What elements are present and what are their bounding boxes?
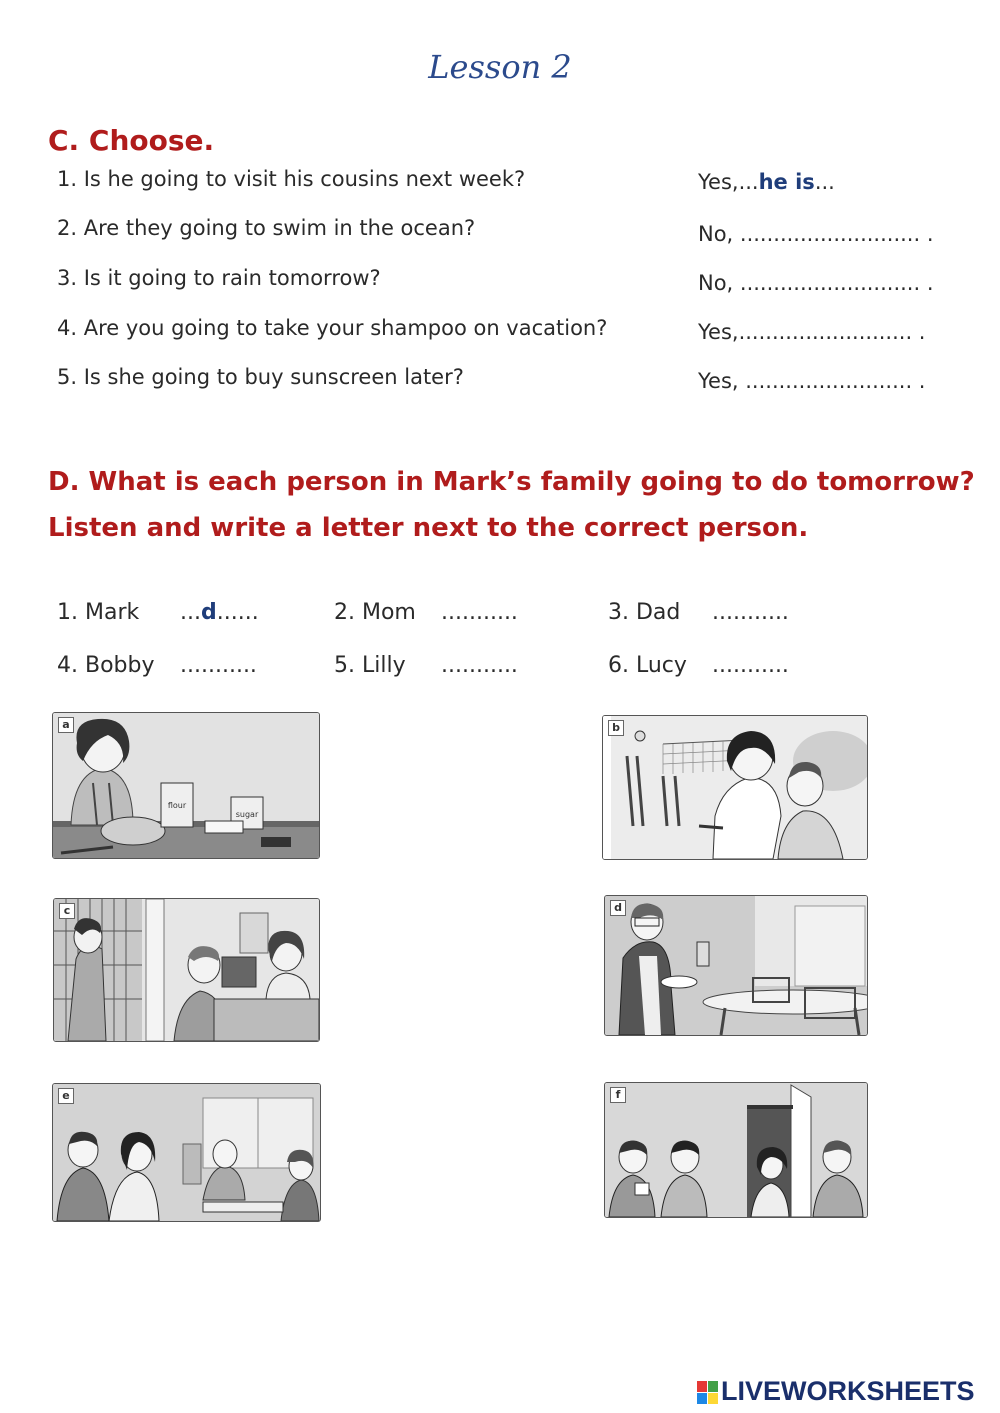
person-answer-blank[interactable]: ........... — [441, 653, 518, 678]
question-3: 3. Is it going to rain tomorrow? — [57, 266, 381, 290]
answer-1-filled: he is — [758, 170, 815, 194]
person-label: 1. Mark — [57, 600, 140, 625]
package-label: flour — [167, 801, 187, 810]
question-4: 4. Are you going to take your shampoo on vacation? — [57, 316, 608, 340]
person-answer-blank[interactable]: ........... — [441, 600, 518, 625]
filled-letter: d — [200, 600, 217, 625]
person-lilly — [334, 653, 518, 678]
blank-dots: ...... — [216, 600, 259, 625]
answer-4[interactable]: Yes,.......................... . — [698, 320, 926, 344]
page-title: Lesson 2 — [428, 48, 572, 86]
section-c-heading: C. Choose. — [48, 124, 215, 157]
breakfast-illustration — [605, 896, 867, 1035]
person-answer-blank[interactable]: ........... — [712, 653, 789, 678]
picture-e — [52, 1083, 321, 1222]
person-answer-blank[interactable]: ........... — [712, 600, 789, 625]
door-visit-illustration — [605, 1083, 867, 1217]
answer-1[interactable] — [698, 170, 835, 194]
person-answer-blank[interactable]: ........... — [180, 653, 257, 678]
section-d-heading-2: Listen and write a letter next to the correct person. — [48, 513, 809, 543]
person-mom — [334, 600, 518, 625]
picture-letter: f — [610, 1087, 626, 1103]
picture-a — [52, 712, 320, 859]
liveworksheets-mark-icon — [697, 1381, 719, 1405]
answer-2[interactable]: No, ........................... . — [698, 222, 934, 246]
answer-3[interactable]: No, ........................... . — [698, 271, 934, 295]
question-2: 2. Are they going to swim in the ocean? — [57, 216, 476, 240]
answer-1-prefix: Yes,... — [698, 170, 759, 194]
picture-c — [53, 898, 320, 1042]
person-lucy — [608, 653, 789, 678]
person-label: 2. Mom — [334, 600, 416, 625]
answer-5[interactable]: Yes, ......................... . — [698, 369, 926, 393]
logo-text: LIVEWORKSHEETS — [721, 1376, 975, 1406]
person-label: 3. Dad — [608, 600, 681, 625]
baking-illustration — [53, 713, 319, 858]
picture-letter: a — [58, 717, 74, 733]
question-5: 5. Is she going to buy sunscreen later? — [57, 365, 464, 389]
picture-letter: e — [58, 1088, 74, 1104]
blank-dots: ... — [180, 600, 201, 625]
picture-letter: d — [610, 900, 626, 916]
person-label: 4. Bobby — [57, 653, 155, 678]
answer-1-suffix: ... — [814, 170, 835, 194]
picture-d — [604, 895, 868, 1036]
picture-letter: c — [59, 903, 75, 919]
person-label: 5. Lilly — [334, 653, 406, 678]
person-mark — [57, 600, 259, 625]
person-label: 6. Lucy — [608, 653, 687, 678]
package-label: sugar — [235, 810, 259, 819]
shopping-illustration — [53, 1084, 320, 1221]
person-dad — [608, 600, 789, 625]
person-bobby — [57, 653, 257, 678]
person-answer-blank[interactable] — [180, 600, 259, 625]
library-illustration — [54, 899, 319, 1041]
picture-letter: b — [608, 720, 624, 736]
picture-b — [602, 715, 868, 860]
volleyball-illustration — [603, 716, 867, 859]
section-d-heading-1: D. What is each person in Mark’s family going to do tomorrow? — [48, 467, 975, 497]
question-1: 1. Is he going to visit his cousins next week? — [57, 167, 526, 191]
liveworksheets-logo[interactable] — [697, 1376, 997, 1410]
picture-f — [604, 1082, 868, 1218]
